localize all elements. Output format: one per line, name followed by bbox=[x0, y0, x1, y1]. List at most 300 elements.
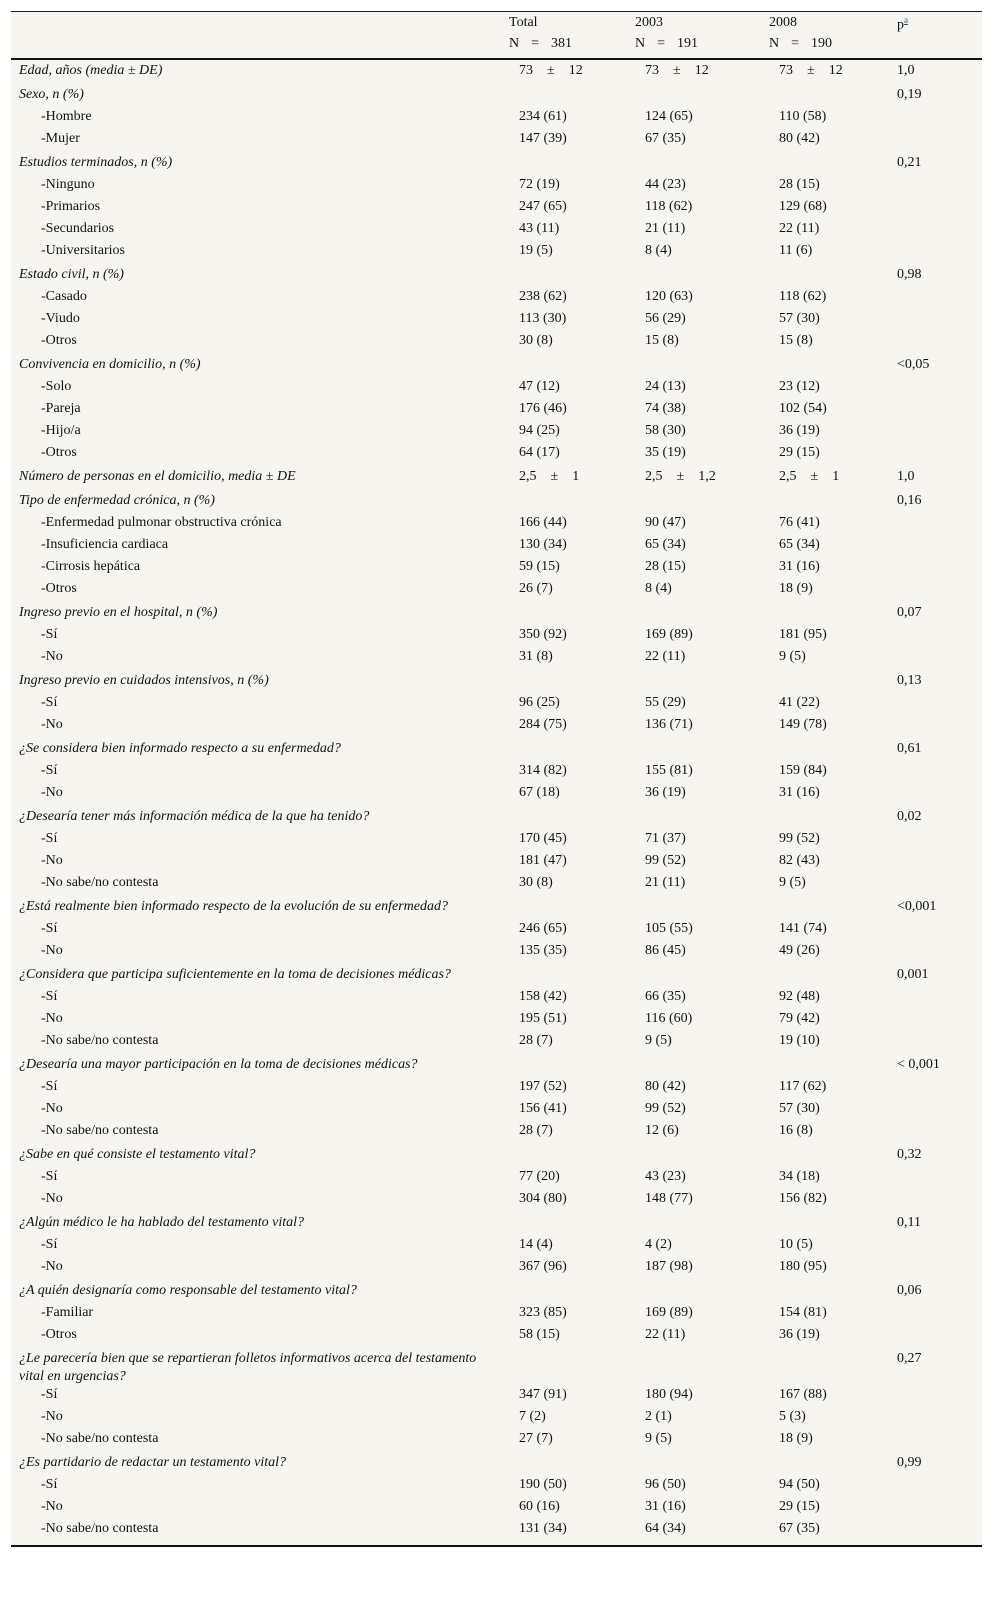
p-value bbox=[887, 1498, 982, 1520]
cell-value: 149 (78) bbox=[779, 716, 827, 732]
cell-value: 59 (15) bbox=[519, 558, 560, 574]
cell-value: 96 (25) bbox=[519, 694, 560, 710]
cell-value: 176 (46) bbox=[519, 400, 567, 416]
cell-value bbox=[501, 84, 627, 108]
p-value bbox=[887, 1168, 982, 1190]
category-row bbox=[11, 670, 982, 694]
cell-value: 22 (11) bbox=[645, 1326, 686, 1342]
category-row bbox=[11, 806, 982, 830]
p-value bbox=[887, 1476, 982, 1498]
cell-value bbox=[501, 1452, 627, 1476]
row-label: -No sabe/no contesta bbox=[41, 1430, 159, 1446]
row-label: ¿Se considera bien informado respecto a su enfermedad? bbox=[19, 740, 341, 756]
row-label: -Sí bbox=[41, 1476, 58, 1492]
header-blank-3 bbox=[887, 34, 982, 59]
cell-value: 35 (19) bbox=[645, 444, 686, 460]
cell-value: 118 (62) bbox=[779, 288, 827, 304]
cell-value: 23 (12) bbox=[779, 378, 820, 394]
cell-value bbox=[761, 490, 887, 514]
cell-value bbox=[627, 152, 761, 176]
cell-value: 72 (19) bbox=[519, 176, 560, 192]
cell-value: 80 (42) bbox=[779, 130, 820, 146]
cell-value: 92 (48) bbox=[779, 988, 820, 1004]
cell-value: 67 (35) bbox=[645, 130, 686, 146]
category-row bbox=[11, 1144, 982, 1168]
table-row bbox=[11, 514, 982, 536]
category-row bbox=[11, 964, 982, 988]
p-value bbox=[887, 130, 982, 152]
category-row bbox=[11, 1280, 982, 1304]
row-label: Número de personas en el domicilio, media ± DE bbox=[19, 468, 296, 484]
mean-value: 73 bbox=[519, 62, 533, 78]
cell-value bbox=[761, 1452, 887, 1476]
cell-value bbox=[761, 896, 887, 920]
table-row bbox=[11, 400, 982, 422]
plus-minus: ± bbox=[807, 62, 815, 78]
cell-value: 102 (54) bbox=[779, 400, 827, 416]
cell-value: 5 (3) bbox=[779, 1408, 806, 1424]
table-row bbox=[11, 198, 982, 220]
cell-value: 314 (82) bbox=[519, 762, 567, 778]
n-label: N bbox=[635, 35, 646, 51]
plus-minus: ± bbox=[550, 468, 559, 484]
row-label: ¿Desearía tener más información médica de la que ha tenido? bbox=[19, 808, 370, 824]
table-row bbox=[11, 1122, 982, 1144]
table-row bbox=[11, 1408, 982, 1430]
cell-value: 36 (19) bbox=[779, 1326, 820, 1342]
cell-value bbox=[501, 896, 627, 920]
table-row bbox=[11, 1304, 982, 1326]
cell-value: 7 (2) bbox=[519, 1408, 546, 1424]
cell-value: 15 (8) bbox=[779, 332, 813, 348]
p-value bbox=[887, 1078, 982, 1100]
row-label: -Sí bbox=[41, 1078, 58, 1094]
cell-value: 195 (51) bbox=[519, 1010, 567, 1026]
row-label: -Sí bbox=[41, 762, 58, 778]
cell-value: 247 (65) bbox=[519, 198, 567, 214]
cell-value: 28 (15) bbox=[779, 176, 820, 192]
cell-value: 105 (55) bbox=[645, 920, 693, 936]
table-row bbox=[11, 536, 982, 558]
cell-value: 99 (52) bbox=[779, 830, 820, 846]
table-body bbox=[11, 59, 982, 1546]
table-row bbox=[11, 1190, 982, 1212]
cell-value: 181 (47) bbox=[519, 852, 567, 868]
cell-value: 9 (5) bbox=[645, 1430, 672, 1446]
table-row bbox=[11, 1430, 982, 1452]
row-label: -Universitarios bbox=[41, 242, 125, 258]
cell-value: 65 (34) bbox=[645, 536, 686, 552]
p-value bbox=[887, 762, 982, 784]
p-value bbox=[887, 332, 982, 354]
p-value: 0,11 bbox=[897, 1214, 921, 1230]
table-row bbox=[11, 332, 982, 354]
mean-value: 2,5 bbox=[519, 468, 537, 484]
cell-value: 181 (95) bbox=[779, 626, 827, 642]
cell-value: 65 (34) bbox=[779, 536, 820, 552]
row-label: ¿Es partidario de redactar un testamento vital? bbox=[19, 1454, 287, 1470]
p-value bbox=[887, 422, 982, 444]
cell-value: 155 (81) bbox=[645, 762, 693, 778]
cell-value bbox=[761, 264, 887, 288]
cell-value: 94 (50) bbox=[779, 1476, 820, 1492]
cell-value: 60 (16) bbox=[519, 1498, 560, 1514]
p-value bbox=[887, 830, 982, 852]
cell-value: 41 (22) bbox=[779, 694, 820, 710]
row-label: -Hombre bbox=[41, 108, 92, 124]
cell-value bbox=[761, 59, 887, 84]
p-value bbox=[887, 108, 982, 130]
table-row bbox=[11, 1326, 982, 1348]
category-row bbox=[11, 59, 982, 84]
category-row bbox=[11, 1212, 982, 1236]
footnote-link[interactable]: a bbox=[904, 15, 908, 25]
row-label: -Secundarios bbox=[41, 220, 115, 236]
row-label: Sexo, n (%) bbox=[19, 86, 84, 102]
row-label: -No bbox=[41, 648, 63, 664]
cell-value bbox=[627, 84, 761, 108]
cell-value: 124 (65) bbox=[645, 108, 693, 124]
table-row bbox=[11, 288, 982, 310]
mean-value: 73 bbox=[645, 62, 659, 78]
cell-value: 147 (39) bbox=[519, 130, 567, 146]
table-row bbox=[11, 1236, 982, 1258]
table-header bbox=[11, 12, 982, 59]
row-label: ¿Está realmente bien informado respecto de la evolución de su enfermedad? bbox=[19, 898, 448, 914]
p-value: 1,0 bbox=[897, 468, 915, 484]
sd-value: 12 bbox=[568, 62, 583, 78]
cell-value bbox=[501, 738, 627, 762]
p-value: 0,07 bbox=[897, 604, 922, 620]
cell-value bbox=[501, 1144, 627, 1168]
table-row bbox=[11, 130, 982, 152]
table-row bbox=[11, 220, 982, 242]
cell-value bbox=[501, 490, 627, 514]
n-label: N bbox=[769, 35, 780, 51]
row-label: -No bbox=[41, 1408, 63, 1424]
row-label: -Sí bbox=[41, 1168, 58, 1184]
row-label: ¿Le parecería bien que se repartieran folletos informativos acerca del testamento vital en urgencias? bbox=[19, 1350, 477, 1384]
cell-value: 28 (7) bbox=[519, 1122, 553, 1138]
cell-value bbox=[761, 1212, 887, 1236]
cell-value: 16 (8) bbox=[779, 1122, 813, 1138]
cell-value: 71 (37) bbox=[645, 830, 686, 846]
cell-value: 234 (61) bbox=[519, 108, 567, 124]
p-value bbox=[887, 1032, 982, 1054]
cell-value: 56 (29) bbox=[645, 310, 686, 326]
cell-value: 367 (96) bbox=[519, 1258, 567, 1274]
p-value: 0,61 bbox=[897, 740, 922, 756]
cell-value: 28 (7) bbox=[519, 1032, 553, 1048]
row-label: -Otros bbox=[41, 444, 77, 460]
cell-value bbox=[627, 1054, 761, 1078]
cell-value: 135 (35) bbox=[519, 942, 567, 958]
p-value bbox=[887, 176, 982, 198]
row-label: ¿Considera que participa suficientemente en la toma de decisiones médicas? bbox=[19, 966, 451, 982]
table-row bbox=[11, 378, 982, 400]
p-value: 0,13 bbox=[897, 672, 922, 688]
row-label: -Sí bbox=[41, 694, 58, 710]
category-row bbox=[11, 1348, 982, 1386]
cell-value: 31 (16) bbox=[645, 1498, 686, 1514]
cell-value: 110 (58) bbox=[779, 108, 827, 124]
row-label: ¿Sabe en qué consiste el testamento vital? bbox=[19, 1146, 256, 1162]
cell-value: 82 (43) bbox=[779, 852, 820, 868]
cell-value: 74 (38) bbox=[645, 400, 686, 416]
category-row bbox=[11, 84, 982, 108]
cell-value: 11 (6) bbox=[779, 242, 813, 258]
table-row bbox=[11, 784, 982, 806]
cell-value bbox=[761, 466, 887, 490]
table-row bbox=[11, 422, 982, 444]
cell-value: 159 (84) bbox=[779, 762, 827, 778]
row-label: -Otros bbox=[41, 332, 77, 348]
cell-value: 34 (18) bbox=[779, 1168, 820, 1184]
cell-value bbox=[627, 1452, 761, 1476]
row-label: -No bbox=[41, 1010, 63, 1026]
cell-value: 130 (34) bbox=[519, 536, 567, 552]
table-row bbox=[11, 580, 982, 602]
p-value: 0,98 bbox=[897, 266, 922, 282]
cell-value bbox=[627, 964, 761, 988]
cell-value: 80 (42) bbox=[645, 1078, 686, 1094]
cell-value bbox=[627, 602, 761, 626]
cell-value bbox=[761, 1348, 887, 1386]
cell-value bbox=[501, 354, 627, 378]
cell-value: 36 (19) bbox=[779, 422, 820, 438]
cell-value bbox=[761, 602, 887, 626]
p-value bbox=[887, 378, 982, 400]
sd-value: 1,2 bbox=[698, 468, 716, 484]
table-row bbox=[11, 1498, 982, 1520]
cell-value: 18 (9) bbox=[779, 580, 813, 596]
row-label: -No bbox=[41, 1498, 63, 1514]
p-value: 0,32 bbox=[897, 1146, 922, 1162]
table-row bbox=[11, 558, 982, 580]
cell-value bbox=[501, 1348, 627, 1386]
row-label: -Familiar bbox=[41, 1304, 94, 1320]
table-row bbox=[11, 310, 982, 332]
p-value: 0,19 bbox=[897, 86, 922, 102]
cell-value bbox=[761, 1054, 887, 1078]
cell-value: 246 (65) bbox=[519, 920, 567, 936]
cell-value: 57 (30) bbox=[779, 1100, 820, 1116]
table-row bbox=[11, 830, 982, 852]
cell-value: 347 (91) bbox=[519, 1386, 567, 1402]
cell-value: 141 (74) bbox=[779, 920, 827, 936]
cell-value bbox=[627, 1144, 761, 1168]
p-value bbox=[887, 558, 982, 580]
p-value bbox=[887, 1408, 982, 1430]
row-label: -Sí bbox=[41, 920, 58, 936]
p-value: 0,27 bbox=[897, 1350, 922, 1366]
table-row bbox=[11, 716, 982, 738]
table-row bbox=[11, 988, 982, 1010]
data-table bbox=[11, 11, 982, 1547]
cell-value: 154 (81) bbox=[779, 1304, 827, 1320]
row-label: -Sí bbox=[41, 988, 58, 1004]
header-total: Total bbox=[501, 12, 627, 34]
cell-value: 31 (8) bbox=[519, 648, 553, 664]
eq-sign: = bbox=[791, 35, 800, 51]
p-value bbox=[887, 400, 982, 422]
p-value bbox=[887, 444, 982, 466]
table-row bbox=[11, 626, 982, 648]
cell-value: 30 (8) bbox=[519, 332, 553, 348]
cell-value: 156 (82) bbox=[779, 1190, 827, 1206]
cell-value bbox=[761, 670, 887, 694]
cell-value: 167 (88) bbox=[779, 1386, 827, 1402]
p-value bbox=[887, 874, 982, 896]
mean-value: 73 bbox=[779, 62, 793, 78]
header-blank bbox=[11, 12, 501, 34]
sd-value: 12 bbox=[694, 62, 709, 78]
cell-value: 169 (89) bbox=[645, 1304, 693, 1320]
p-value bbox=[887, 1258, 982, 1280]
row-label: Ingreso previo en cuidados intensivos, n (%) bbox=[19, 672, 269, 688]
cell-value: 19 (10) bbox=[779, 1032, 820, 1048]
row-label: -Casado bbox=[41, 288, 87, 304]
header-n-2008 bbox=[761, 34, 887, 59]
cell-value: 304 (80) bbox=[519, 1190, 567, 1206]
table-row bbox=[11, 942, 982, 964]
cell-value: 4 (2) bbox=[645, 1236, 672, 1252]
category-row bbox=[11, 602, 982, 626]
table-row bbox=[11, 242, 982, 264]
p-value: 0,16 bbox=[897, 492, 922, 508]
cell-value bbox=[627, 1212, 761, 1236]
cell-value: 58 (15) bbox=[519, 1326, 560, 1342]
cell-value: 180 (95) bbox=[779, 1258, 827, 1274]
table-row bbox=[11, 852, 982, 874]
table-row bbox=[11, 1010, 982, 1032]
p-value bbox=[887, 716, 982, 738]
cell-value: 14 (4) bbox=[519, 1236, 553, 1252]
cell-value: 169 (89) bbox=[645, 626, 693, 642]
cell-value: 43 (23) bbox=[645, 1168, 686, 1184]
p-value bbox=[887, 1010, 982, 1032]
category-row bbox=[11, 490, 982, 514]
header-row bbox=[11, 12, 982, 34]
header-2008: 2008 bbox=[761, 12, 887, 34]
p-value bbox=[887, 1122, 982, 1144]
cell-value bbox=[761, 1144, 887, 1168]
cell-value bbox=[761, 84, 887, 108]
row-label: -Ninguno bbox=[41, 176, 95, 192]
cell-value: 21 (11) bbox=[645, 874, 686, 890]
table-row bbox=[11, 920, 982, 942]
row-label: -Sí bbox=[41, 1386, 58, 1402]
sd-value: 1 bbox=[572, 468, 580, 484]
cell-value: 170 (45) bbox=[519, 830, 567, 846]
header-p-label: p bbox=[897, 17, 904, 33]
cell-value bbox=[761, 964, 887, 988]
cell-value: 30 (8) bbox=[519, 874, 553, 890]
cell-value: 55 (29) bbox=[645, 694, 686, 710]
plus-minus: ± bbox=[810, 468, 819, 484]
cell-value bbox=[761, 806, 887, 830]
table-row bbox=[11, 762, 982, 784]
table-row bbox=[11, 1100, 982, 1122]
p-value bbox=[887, 242, 982, 264]
table-row bbox=[11, 1168, 982, 1190]
cell-value: 66 (35) bbox=[645, 988, 686, 1004]
cell-value: 116 (60) bbox=[645, 1010, 693, 1026]
cell-value bbox=[627, 896, 761, 920]
p-value: 0,99 bbox=[897, 1454, 922, 1470]
cell-value: 67 (18) bbox=[519, 784, 560, 800]
cell-value bbox=[627, 1280, 761, 1304]
category-row bbox=[11, 466, 982, 490]
cell-value bbox=[627, 59, 761, 84]
cell-value bbox=[627, 670, 761, 694]
p-value: 1,0 bbox=[897, 62, 915, 78]
cell-value: 28 (15) bbox=[645, 558, 686, 574]
p-value bbox=[887, 1236, 982, 1258]
cell-value bbox=[761, 1280, 887, 1304]
p-value bbox=[887, 1304, 982, 1326]
sd-value: 1 bbox=[832, 468, 840, 484]
cell-value bbox=[627, 1348, 761, 1386]
table-row bbox=[11, 694, 982, 716]
cell-value: 31 (16) bbox=[779, 784, 820, 800]
header-blank-2 bbox=[11, 34, 501, 59]
row-label: -No sabe/no contesta bbox=[11, 1520, 501, 1546]
p-value: 0,21 bbox=[897, 154, 922, 170]
cell-value: 131 (34) bbox=[501, 1520, 627, 1546]
p-value bbox=[887, 942, 982, 964]
header-2003: 2003 bbox=[627, 12, 761, 34]
cell-value: 120 (63) bbox=[645, 288, 693, 304]
cell-value bbox=[501, 1280, 627, 1304]
cell-value: 118 (62) bbox=[645, 198, 693, 214]
category-row bbox=[11, 152, 982, 176]
cell-value: 36 (19) bbox=[645, 784, 686, 800]
row-label: -Otros bbox=[41, 580, 77, 596]
row-label: Estudios terminados, n (%) bbox=[19, 154, 173, 170]
row-label: -Cirrosis hepática bbox=[41, 558, 141, 574]
row-label: -Sí bbox=[41, 830, 58, 846]
cell-value: 94 (25) bbox=[519, 422, 560, 438]
p-value bbox=[887, 1190, 982, 1212]
cell-value: 99 (52) bbox=[645, 1100, 686, 1116]
p-value: 0,02 bbox=[897, 808, 922, 824]
table-row bbox=[11, 1386, 982, 1408]
header-n-2003 bbox=[627, 34, 761, 59]
cell-value: 21 (11) bbox=[645, 220, 686, 236]
row-label: -No sabe/no contesta bbox=[41, 1122, 159, 1138]
row-label: ¿Desearía una mayor participación en la toma de decisiones médicas? bbox=[19, 1056, 418, 1072]
row-label: -No bbox=[41, 1190, 63, 1206]
cell-value bbox=[627, 354, 761, 378]
cell-value bbox=[501, 264, 627, 288]
category-row bbox=[11, 1054, 982, 1078]
table-row bbox=[11, 1476, 982, 1498]
p-value bbox=[887, 514, 982, 536]
row-label: -No bbox=[41, 716, 63, 732]
row-label: -No sabe/no contesta bbox=[41, 874, 159, 890]
cell-value: 238 (62) bbox=[519, 288, 567, 304]
cell-value bbox=[501, 806, 627, 830]
plus-minus: ± bbox=[673, 62, 681, 78]
cell-value: 190 (50) bbox=[519, 1476, 567, 1492]
cell-value: 22 (11) bbox=[779, 220, 820, 236]
row-label: -No bbox=[41, 942, 63, 958]
cell-value: 136 (71) bbox=[645, 716, 693, 732]
cell-value: 158 (42) bbox=[519, 988, 567, 1004]
cell-value: 58 (30) bbox=[645, 422, 686, 438]
p-value: <0,05 bbox=[897, 356, 930, 372]
